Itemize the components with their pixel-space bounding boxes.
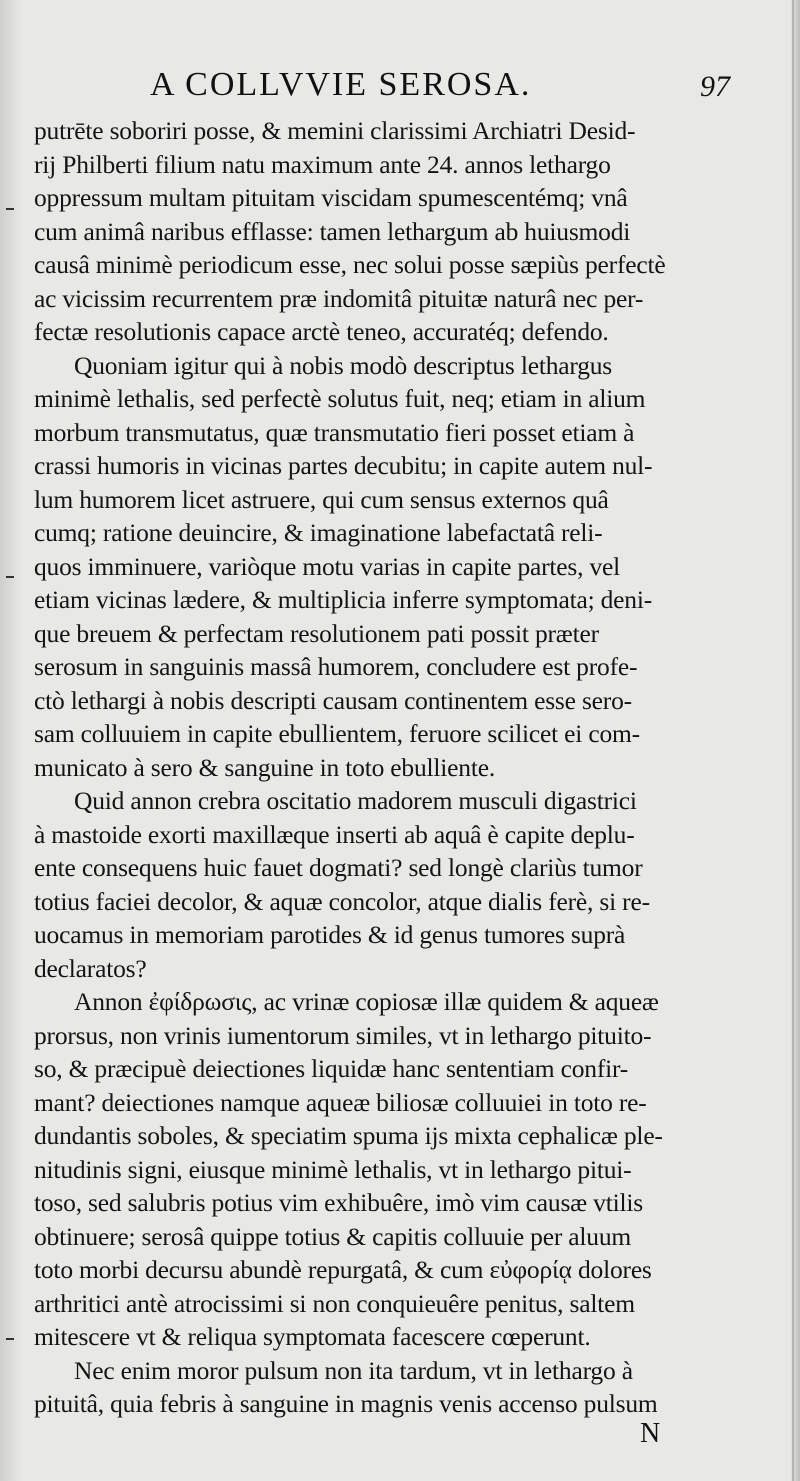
body-text — [34, 114, 774, 1421]
text-line: fectæ resolutionis capace arctè teneo, accuratéq; defendo. — [34, 317, 609, 346]
text-line: totius faciei decolor, & aquæ concolor, atque dialis ferè, si re- — [34, 886, 650, 916]
paragraph-start-line: Quid annon crebra oscitatio madorem musculi digastrici — [74, 786, 637, 815]
text-line: ac vicissim recurrentem præ indomitâ pituitæ naturâ nec per- — [34, 283, 644, 313]
text-line: rij Philberti filium natu maximum ante 24. annos lethargo — [34, 149, 611, 179]
text-line: dundantis soboles, & speciatim spuma ijs mixta cephalicæ ple- — [34, 1121, 663, 1150]
text-line: ente consequens huic fauet dogmati? sed longè clariùs tumor — [34, 853, 643, 882]
text-line: sam colluuiem in capite ebullientem, feruore scilicet ei com- — [34, 719, 640, 748]
text-line: cumq; ratione deuincire, & imaginatione labefactatâ reli- — [34, 518, 603, 547]
margin-mark — [6, 1338, 14, 1340]
text-line: obtinuere; serosâ quippe totius & capitis colluuie per aluum — [34, 1221, 632, 1251]
text-line: à mastoide exorti maxillæque inserti ab aquâ è capite deplu- — [34, 819, 635, 849]
text-line: ctò lethargi à nobis descripti causam continentem esse sero- — [34, 685, 632, 715]
text-line: quos imminuere, variòque motu varias in capite partes, vel — [34, 551, 621, 581]
paragraph-start-line: Annon ἐφίδρωσις, ac vrinæ copiosæ illæ quidem & aqueæ — [74, 987, 659, 1016]
paragraph-start-line: Quoniam igitur qui à nobis modò descriptus lethargus — [74, 350, 613, 380]
text-line: municato à sero & sanguine in toto ebulliente. — [34, 752, 496, 782]
margin-mark — [6, 208, 14, 210]
text-line: lum humorem licet astruere, qui cum sensus externos quâ — [34, 484, 609, 514]
text-line: declaratos? — [34, 953, 147, 983]
margin-mark — [6, 576, 14, 578]
text-line: mant? deiectiones namque aqueæ biliosæ colluuiei in toto re- — [34, 1087, 647, 1117]
text-line: crassi humoris in vicinas partes decubitu; in capite autem nul- — [34, 451, 653, 480]
text-line: uocamus in memoriam parotides & id genus tumores suprà — [34, 920, 626, 949]
page-number: 97 — [700, 70, 730, 103]
running-title: A COLLVVIE SEROSA. — [150, 66, 532, 103]
text-line: cum animâ naribus efflasse: tamen lethargum ab huiusmodi — [34, 216, 631, 246]
text-line: que breuem & perfectam resolutionem pati possit præter — [34, 618, 599, 648]
text-line: serosum in sanguinis massâ humorem, concludere est profe- — [34, 652, 638, 681]
text-line: prorsus, non vrinis iumentorum similes, vt in lethargo pituito- — [34, 1020, 652, 1050]
text-line: oppressum multam pituitam viscidam spumescentémq; vnâ — [34, 183, 628, 212]
text-line: nitudinis signi, eiusque minimè lethalis, vt in lethargo pitui- — [34, 1154, 632, 1184]
text-line: minimè lethalis, sed perfectè solutus fuit, neq; etiam in alium — [34, 384, 646, 413]
signature-mark: N — [640, 1418, 661, 1449]
text-line: pituitâ, quia febris à sanguine in magnis venis accenso pulsum — [34, 1389, 658, 1418]
text-line: etiam vicinas lædere, & multiplicia inferre symptomata; deni- — [34, 585, 653, 614]
page-edge-shadow — [0, 0, 22, 1481]
text-line: toto morbi decursu abundè repurgatâ, & cum εὐφορίᾳ dolores — [34, 1255, 652, 1284]
text-line: arthritici antè atrocissimi si non conquieuêre penitus, saltem — [34, 1288, 635, 1318]
text-line: so, & præcipuè deiectiones liquidæ hanc sententiam confir- — [34, 1054, 629, 1083]
text-line: causâ minimè periodicum esse, nec solui posse sæpiùs perfectè — [34, 250, 666, 279]
paragraph-start-line: Nec enim moror pulsum non ita tardum, vt in lethargo à — [74, 1355, 633, 1385]
text-line: mitescere vt & reliqua symptomata facescere cœperunt. — [34, 1322, 591, 1351]
text-line: putrēte soboriri posse, & memini clarissimi Archiatri Desid- — [34, 116, 636, 145]
text-line: toso, sed salubris potius vim exhibuêre, imò vim causæ vtilis — [34, 1188, 643, 1217]
text-line: morbum transmutatus, quæ transmutatio fieri posset etiam à — [34, 417, 635, 447]
page-fold-line — [792, 0, 794, 1481]
